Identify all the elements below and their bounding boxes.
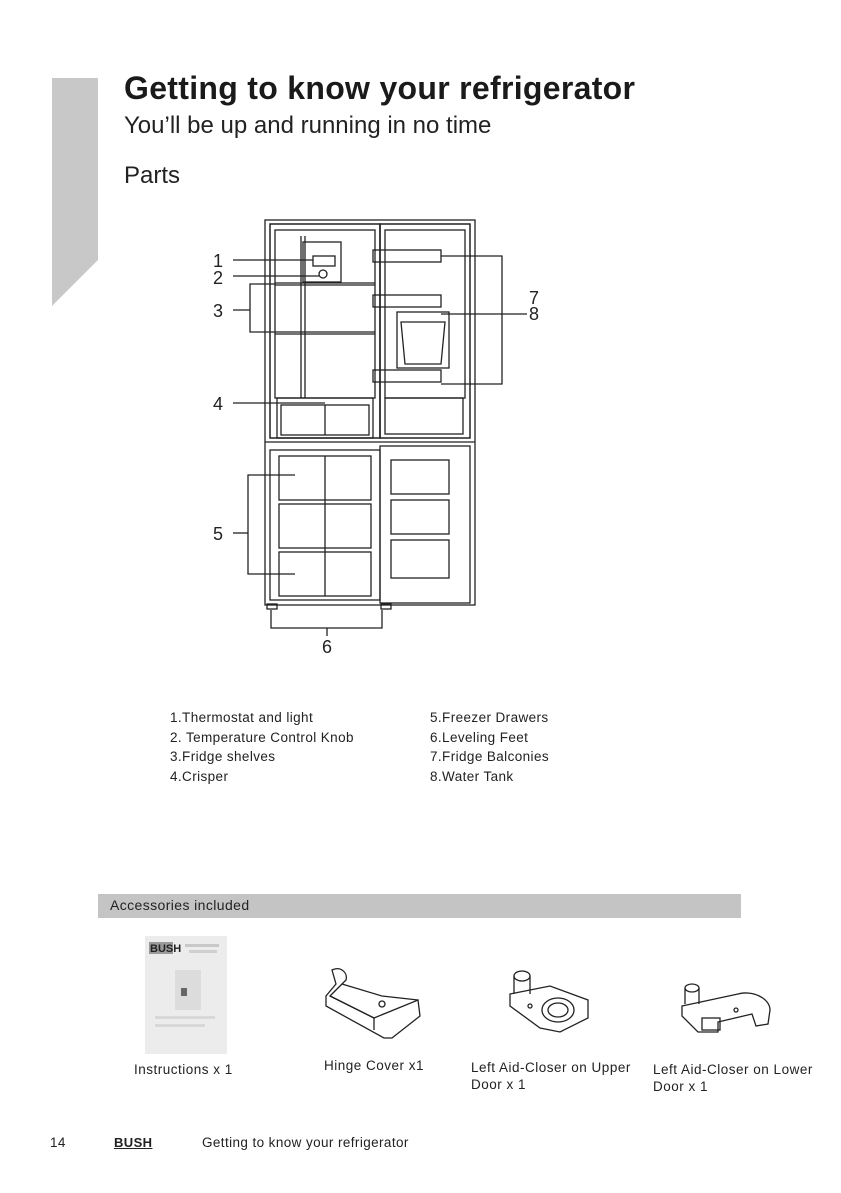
hinge-cover-icon: [322, 966, 426, 1042]
page-number: 14: [50, 1135, 66, 1150]
legend-item: 2. Temperature Control Knob: [170, 729, 354, 745]
legend-item: 8.Water Tank: [430, 768, 514, 784]
callout-1: 1: [213, 251, 224, 271]
parts-legend-left: [170, 708, 354, 786]
callout-2: 2: [213, 268, 224, 288]
accessory-label-upper-closer: Left Aid-Closer on Upper Door x 1: [471, 1060, 631, 1092]
page-title: Getting to know your refrigerator: [124, 70, 636, 106]
legend-item: 1.Thermostat and light: [170, 710, 314, 725]
manual-brand: BUSH: [150, 943, 182, 955]
side-tab-decoration: [52, 78, 98, 306]
callout-8: 8: [529, 304, 540, 324]
legend-item: 4.Crisper: [170, 768, 229, 784]
accessory-label-lower-closer: Left Aid-Closer on Lower Door x 1: [653, 1062, 813, 1094]
accessories-bar: [98, 894, 741, 918]
callout-7: 7: [529, 288, 540, 308]
callout-5: 5: [213, 524, 224, 544]
brand-logo: BUSH: [114, 1135, 153, 1150]
parts-heading: Parts: [124, 162, 181, 189]
page-subtitle: You’ll be up and running in no time: [124, 112, 492, 139]
legend-item: 7.Fridge Balconies: [430, 749, 550, 764]
parts-legend-right: [430, 708, 549, 786]
lower-aid-closer-icon: [678, 980, 776, 1036]
callout-4: 4: [213, 394, 224, 414]
accessory-label-instructions: Instructions x 1: [134, 1062, 233, 1077]
legend-item: 5.Freezer Drawers: [430, 710, 549, 725]
refrigerator-diagram: [195, 210, 540, 670]
accessory-label-hinge-cover: Hinge Cover x1: [324, 1058, 425, 1073]
callout-6: 6: [322, 637, 333, 657]
upper-aid-closer-icon: [500, 962, 598, 1042]
footer-section-title: Getting to know your refrigerator: [202, 1135, 409, 1150]
legend-item: 3.Fridge shelves: [170, 749, 276, 764]
callout-3: 3: [213, 301, 224, 321]
legend-item: 6.Leveling Feet: [430, 729, 529, 745]
accessories-heading: Accessories included: [110, 897, 250, 913]
